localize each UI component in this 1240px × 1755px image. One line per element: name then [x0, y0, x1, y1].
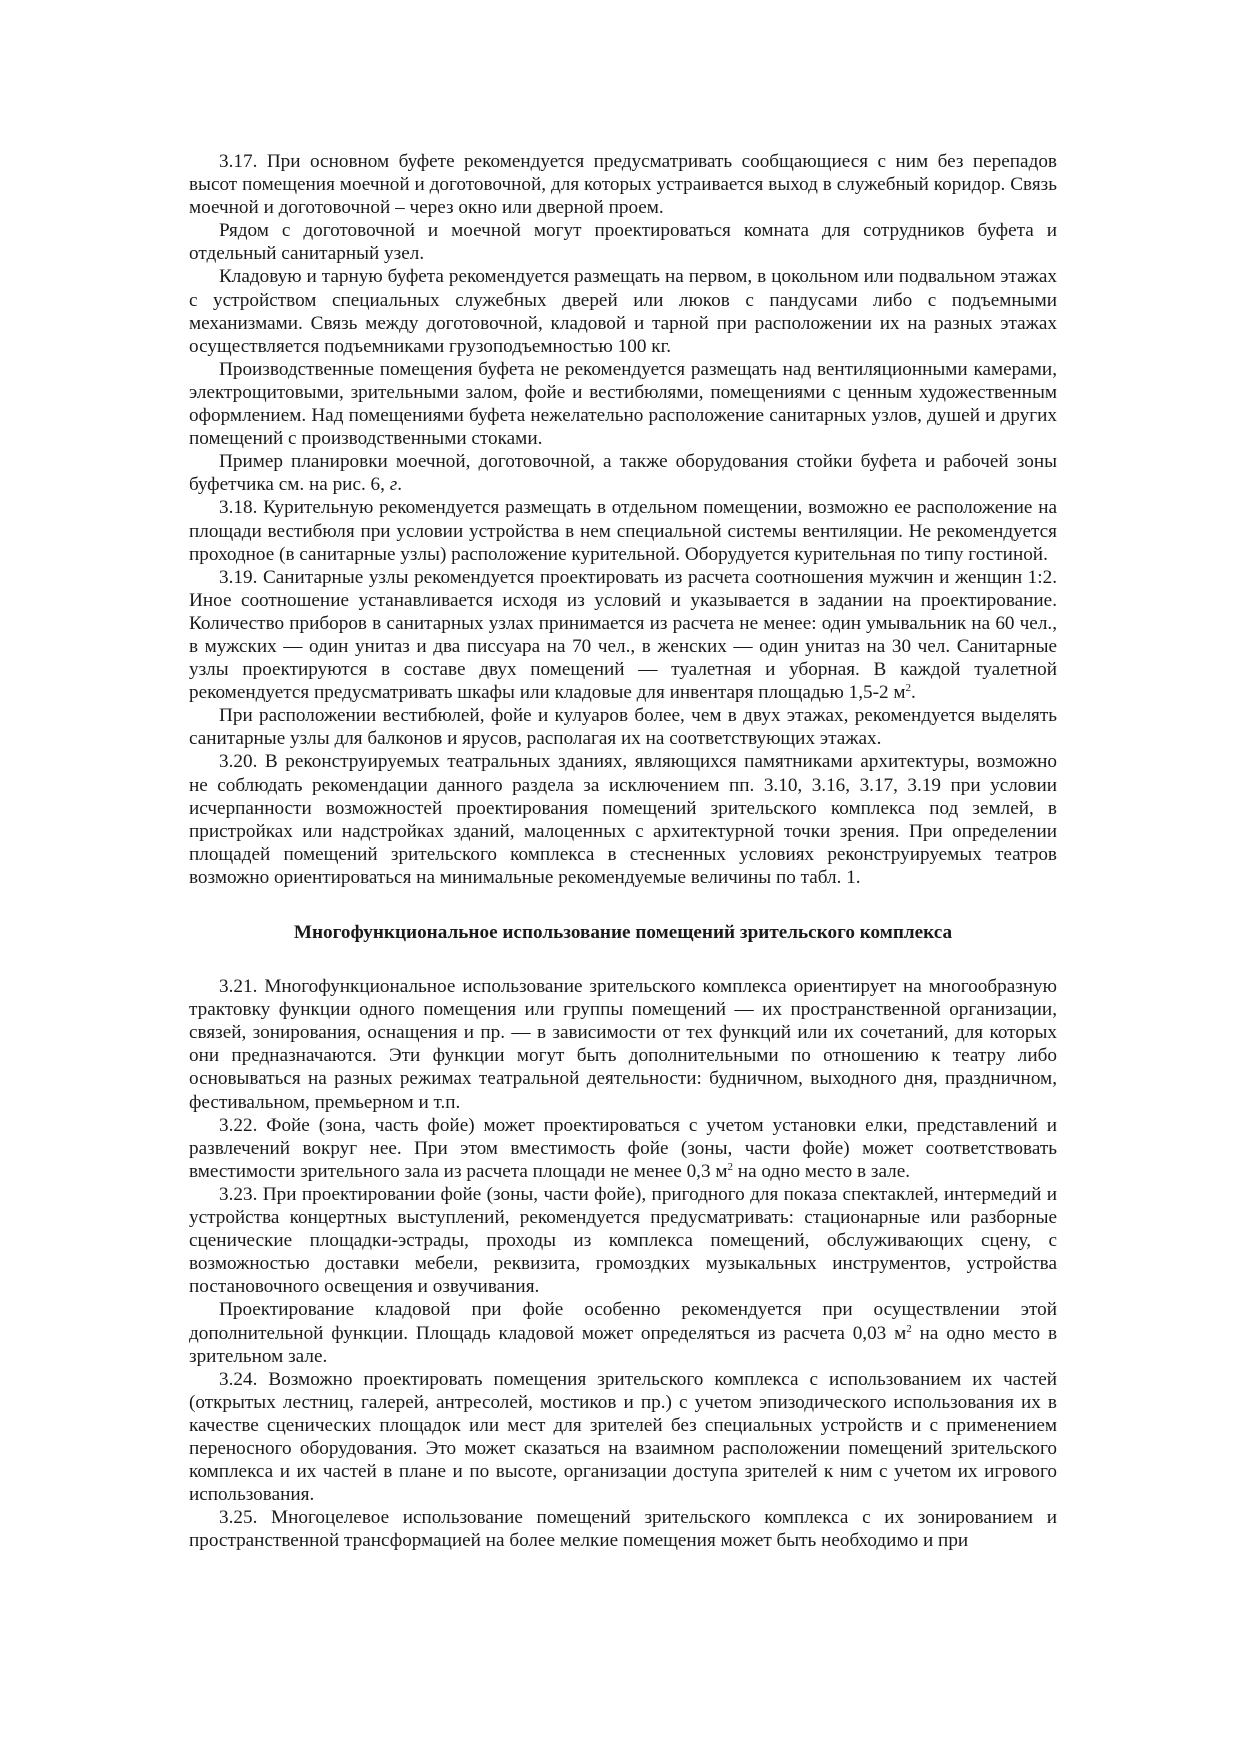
superscript: 2: [905, 682, 912, 695]
paragraph-text: Пример планировки моечной, доготовочной, а также оборудования стойки буфета и рабочей зоны буфетчика см. на рис. 6,: [189, 451, 1057, 496]
paragraph-end: .: [911, 682, 916, 704]
paragraph-3-25: 3.25. Многоцелевое использование помещений зрительского комплекса с их зонированием и пространственной трансформацией на более мелкие помещения может быть необходимо и при: [189, 1507, 1057, 1552]
paragraph-layout-example: [189, 450, 1057, 496]
paragraph-text: 3.22. Фойе (зона, часть фойе) может проектироваться с учетом установки елки, представлений и развлечений вокруг нее. При этом вместимость фойе (зоны, части фойе) может соответствовать вместимости зрительного зала из расчета площади не менее 0,3 м: [189, 1114, 1057, 1182]
paragraph-buffet-staff-room: Рядом с доготовочной и моечной могут проектироваться комната для сотрудников буфета и отдельный санитарный узел.: [189, 220, 1057, 265]
paragraph-sanitary-levels: При расположении вестибюлей, фойе и кулуаров более, чем в двух этажах, рекомендуется выделять санитарные узлы для балконов и ярусов, располагая их на соответствующих этажах.: [189, 705, 1057, 750]
paragraph-3-18: 3.18. Курительную рекомендуется размещать в отдельном помещении, возможно ее расположение на площади вестибюля при условии устройства в нем специальной системы вентиляции. Не рекомендуется проходное (в санитарные узлы) расположение курительной. Оборудуется курительная по типу гостиной.: [189, 497, 1057, 565]
paragraph-3-24: 3.24. Возможно проектировать помещения зрительского комплекса с использованием их частей (открытых лестниц, галерей, антресолей, мостиков и пр.) с учетом эпизодического использования их в качестве сценических площадок или мест для зрителей без специальных устройств и с применением переносного оборудования. Это может сказаться на взаимном расположении помещений зрительского комплекса и их частей в плане и по высоте, организации доступа зрителей к ним с учетом их игрового использования.: [189, 1368, 1057, 1506]
paragraph-end: .: [397, 474, 403, 496]
paragraph-end: на одно место в зале.: [733, 1160, 911, 1182]
document-page: [189, 150, 1057, 1552]
superscript: 2: [906, 1322, 912, 1335]
paragraph-production-rooms: Производственные помещения буфета не рекомендуется размещать над вентиляционными камерами, электрощитовыми, зрительными залом, фойе и вестибюлями, помещениями с ценным художественным оформлением. Над помещениями буфета нежелательно расположение санитарных узлов, душей и других помещений с производственными стоками.: [189, 358, 1057, 450]
paragraph-3-22: [189, 1114, 1057, 1183]
figure-ref: г: [389, 474, 398, 496]
paragraph-3-21: 3.21. Многофункциональное использование зрительского комплекса ориентирует на многообразную трактовку функции одного помещения или группы помещений — их пространственной организации, связей, зонирования, оснащения и пр. — в зависимости от тех функций или их сочетаний, для которых они предназначаются. Эти функции могут быть дополнительными по отношению к театру либо основываться на разных режимах театральной деятельности: будничном, выходного дня, праздничном, фестивальном, премьерном и т.п.: [189, 976, 1057, 1113]
section-heading: Многофункциональное использование помещений зрительского комплекса: [293, 922, 953, 943]
paragraph-end: на одно место в зрительном зале.: [189, 1322, 1058, 1367]
paragraph-text: Проектирование кладовой при фойе особенно рекомендуется при осуществлении этой дополнительной функции. Площадь кладовой может определяться из расчета 0,03 м: [189, 1299, 1057, 1344]
paragraph-3-23: 3.23. При проектировании фойе (зоны, части фойе), пригодного для показа спектаклей, интермедий и устройства концертных выступлений, рекомендуется предусматривать: стационарные или разборные сценические площадки-эстрады, проходы из комплекса помещений, обслуживающих сцену, с возможностью доставки мебели, реквизита, громоздких музыкальных инструментов, устройства постановочного освещения и озвучивания.: [189, 1183, 1057, 1298]
paragraph-storage: Кладовую и тарную буфета рекомендуется размещать на первом, в цокольном или подвальном этажах с устройством специальных служебных дверей или люков с пандусами либо с подъемными механизмами. Связь между доготовочной, кладовой и тарной при расположении их на разных этажах осуществляется подъемниками грузоподъемностью 100 кг.: [189, 266, 1057, 357]
paragraph-foyer-storage: [189, 1298, 1057, 1367]
paragraph-text: 3.19. Санитарные узлы рекомендуется проектировать из расчета соотношения мужчин и женщин 1:2. Иное соотношение устанавливается исходя из условий и указывается в задании на проектирование. Количество приборов в санитарных узлах принимается из расчета не менее: один умывальник на 60 чел., в мужских — один унитаз и два писсуара на 70 чел., в женских — один унитаз на 30 чел. Санитарные узлы проектируются в составе двух помещений — туалетная и уборная. В каждой туалетной рекомендуется предусматривать шкафы или кладовые для инвентаря площадью 1,5-2 м: [189, 566, 1057, 704]
paragraph-3-20: 3.20. В реконструируемых театральных зданиях, являющихся памятниками архитектуры, возможно не соблюдать рекомендации данного раздела за исключением пп. 3.10, 3.16, 3.17, 3.19 при условии исчерпанности возможностей проектирования помещений зрительского комплекса под землей, в пристройках или надстройках зданий, малоценных с архитектурной точки зрения. При определении площадей помещений зрительского комплекса в стесненных условиях реконструируемых театров возможно ориентироваться на минимальные рекомендуемые величины по табл. 1.: [189, 751, 1057, 888]
superscript: 2: [727, 1160, 733, 1173]
paragraph-3-19: [189, 566, 1057, 705]
paragraph-3-17: 3.17. При основном буфете рекомендуется предусматривать сообщающиеся с ним без перепадов высот помещения моечной и доготовочной, для которых устраивается выход в служебный коридор. Связь моечной и доготовочной – через окно или дверной проем.: [189, 151, 1057, 219]
